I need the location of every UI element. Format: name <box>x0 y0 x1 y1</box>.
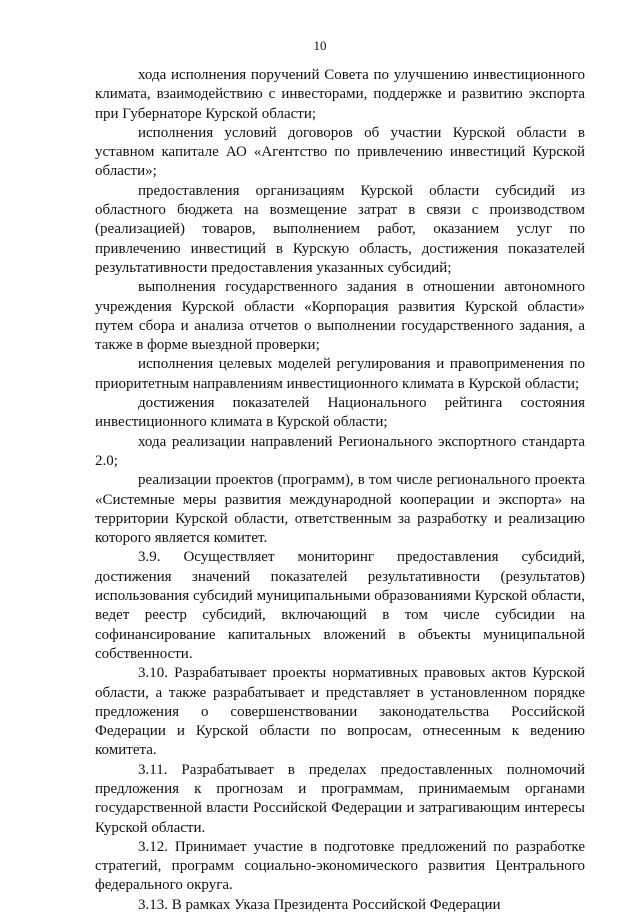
paragraph: выполнения государственного задания в отношении автономного учреждения Курской области «Корпорация развития Курской области» путем сбора и анализа отчетов о выполнении государственного задания, а также в форме выездной проверки; <box>95 279 585 354</box>
paragraph: хода исполнения поручений Совета по улучшению инвестиционного климата, взаимодействию с инвесторами, поддержке и развитию экспорта при Губернаторе Курской области; <box>95 67 585 122</box>
page-number: 10 <box>313 38 327 53</box>
paragraph: исполнения целевых моделей регулирования и правоприменения по приоритетным направлениям инвестиционного климата в Курской области; <box>95 356 585 392</box>
paragraph-3-9: 3.9. Осуществляет мониторинг предоставления субсидий, достижения значений показателей результативности (результатов) использования субсидий муниципальными образованиями Курской области, ведет реестр субсидий, включающий в том числе субсидии на софинансирование капитальных вложений в объекты муниципальной собственности. <box>95 549 585 662</box>
paragraph-3-10: 3.10. Разрабатывает проекты нормативных правовых актов Курской области, а также разрабатывает и представляет в установленном порядке предложения о совершенствовании законодательства Российской Федерации и Курской области по вопросам, отнесенным к ведению комитета. <box>95 665 585 759</box>
paragraph: исполнения условий договоров об участии Курской области в уставном капитале АО «Агентство по привлечению инвестиций Курской области»; <box>95 124 585 180</box>
paragraph: реализации проектов (программ), в том числе регионального проекта «Системные меры развития международной кооперации и экспорта» на территории Курской области, ответственным за разработку и реализацию которого является комитет. <box>95 472 585 547</box>
paragraph-3-13: 3.13. В рамках Указа Президента Российской Федерации <box>138 896 501 913</box>
document-body <box>95 66 585 915</box>
paragraph: хода реализации направлений Регионального экспортного стандарта 2.0; <box>95 433 585 469</box>
paragraph-3-12: 3.12. Принимает участие в подготовке предложений по разработке стратегий, программ социально-экономического развития Центрального федерального округа. <box>95 838 585 894</box>
paragraph: достижения показателей Национального рейтинга состояния инвестиционного климата в Курской области; <box>95 395 585 431</box>
paragraph: предоставления организациям Курской области субсидий из областного бюджета на возмещение затрат в связи с производством (реализацией) товаров, выполнением работ, оказанием услуг по привлечению инвестиций в Курскую область, достижения показателей результативности предоставления указанных субсидий; <box>95 182 585 276</box>
paragraph-3-11: 3.11. Разрабатывает в пределах предоставленных полномочий предложения к прогнозам и программам, принимаемым органами государственной власти Российской Федерации и затрагивающим интересы Курской области. <box>95 761 585 836</box>
